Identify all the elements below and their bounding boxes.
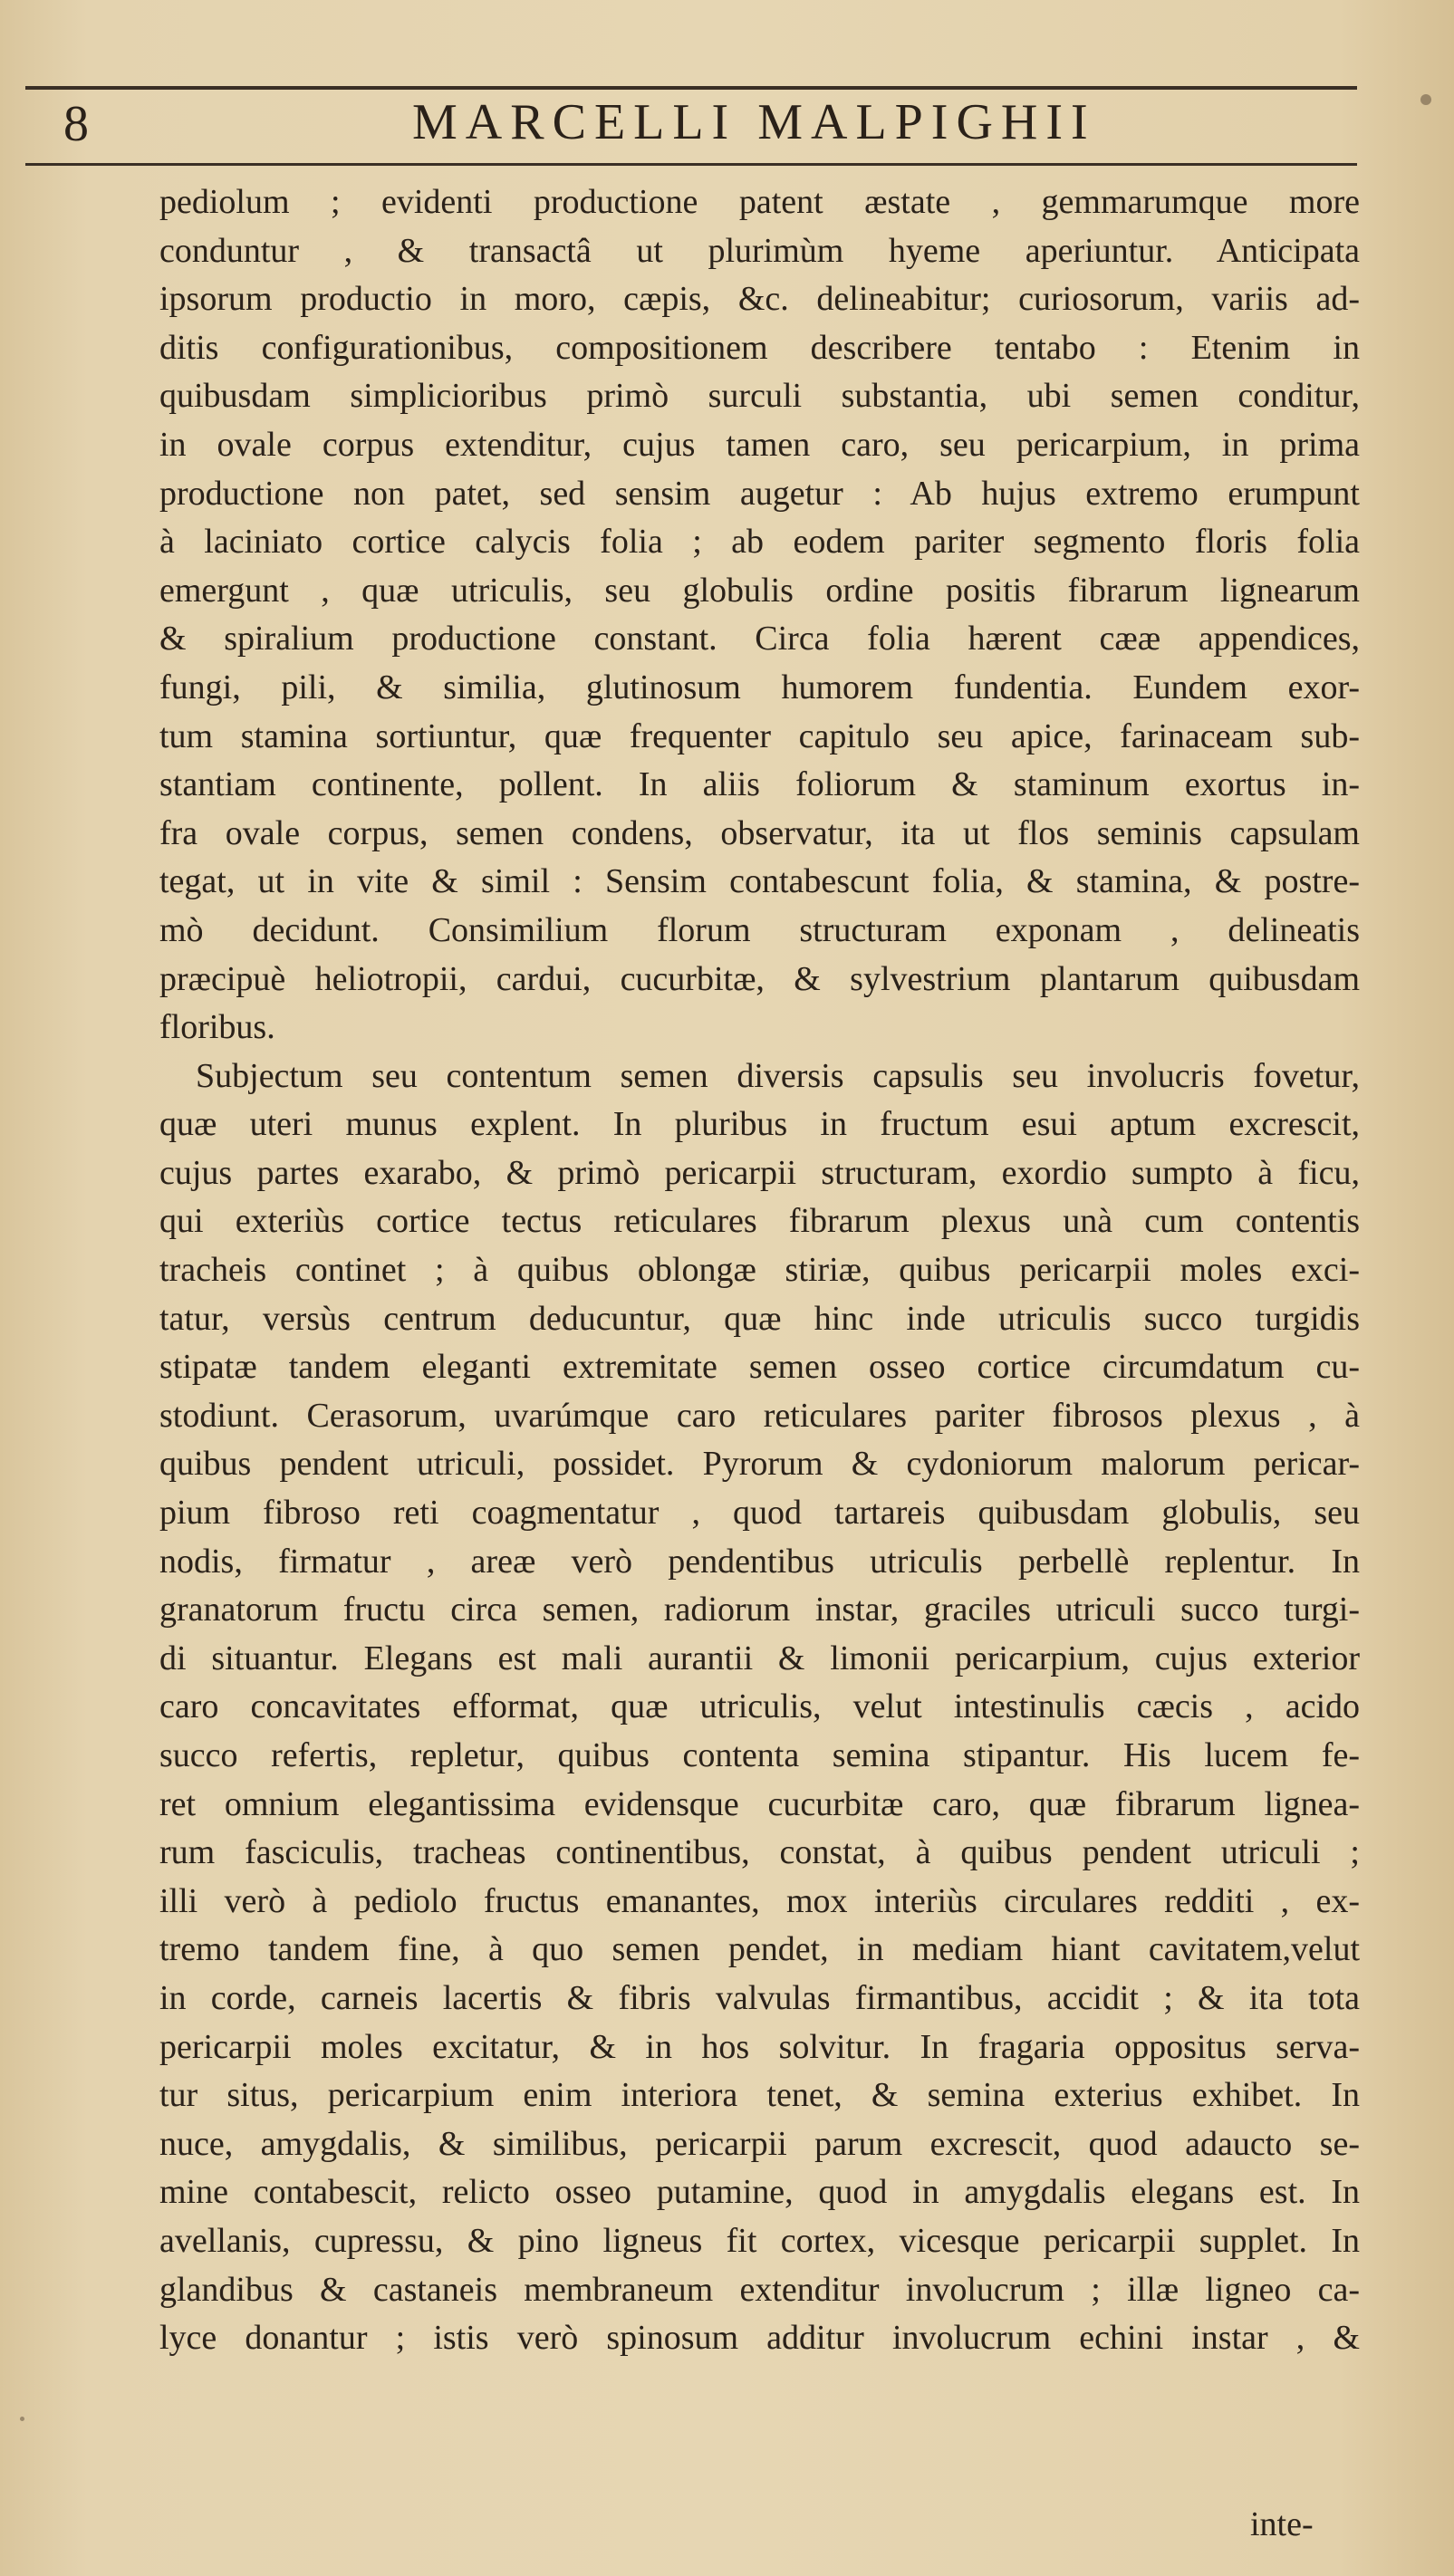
text-line: floribus. [159,1008,275,1047]
text-line: mine contabescit, relicto osseo putamine, quod in amygdalis elegans est. In [159,2173,1360,2212]
text-line: stodiunt. Cerasorum, uvarúmque caro reticulares pariter fibrosos plexus , à [159,1396,1360,1435]
text-line: qui exteriùs cortice tectus reticulares fibrarum plexus unà cum contentis [159,1202,1360,1241]
text-line: glandibus & castaneis membraneum extenditur involucrum ; illæ ligneo ca- [159,2270,1360,2309]
text-line: cujus partes exarabo, & primò pericarpii structuram, exordio sumpto à ficu, [159,1153,1360,1192]
text-line: fra ovale corpus, semen condens, observatur, ita ut flos seminis capsulam [159,813,1360,852]
text-line: tegat, ut in vite & simil : Sensim contabescunt folia, & stamina, & postre- [159,862,1360,901]
page-number: 8 [63,96,89,152]
text-line: tremo tandem fine, à quo semen pendet, in mediam hiant cavitatem,velut [159,1930,1360,1969]
text-line: præcipuè heliotropii, cardui, cucurbitæ, & sylvestrium plantarum quibusdam [159,959,1360,998]
text-line: tatur, versùs centrum deducuntur, quæ hinc inde utriculis succo turgidis [159,1299,1360,1338]
text-line: pericarpii moles excitatur, & in hos solvitur. In fragaria oppositus serva- [159,2027,1360,2066]
text-line: in ovale corpus extenditur, cujus tamen caro, seu pericarpium, in prima [159,425,1360,464]
text-line: pediolum ; evidenti productione patent æstate , gemmarumque more [159,183,1360,221]
text-line: in corde, carneis lacertis & fibris valvulas firmantibus, accidit ; & ita tota [159,1978,1360,2017]
text-line: ret omnium elegantissima evidensque cucurbitæ caro, quæ fibrarum lignea- [159,1784,1360,1823]
text-line: conduntur , & transactâ ut plurimùm hyeme aperiuntur. Anticipata [159,231,1360,270]
text-line: avellanis, cupressu, & pino ligneus fit cortex, vicesque pericarpii supplet. In [159,2221,1360,2260]
running-head: MARCELLI MALPIGHII [412,94,1096,150]
text-line: à laciniato cortice calycis folia ; ab eodem pariter segmento floris folia [159,523,1360,562]
text-line: mò decidunt. Consimilium florum structuram exponam , delineatis [159,910,1360,949]
header-top-rule [25,86,1357,90]
text-line: granatorum fructu circa semen, radiorum instar, graciles utriculi succo turgi- [159,1591,1360,1629]
text-line: & spiralium productione constant. Circa folia hærent cææ appendices, [159,620,1360,658]
text-line: tum stamina sortiuntur, quæ frequenter capitulo seu apice, farinaceam sub- [159,716,1360,755]
text-line: quibusdam simplicioribus primò surculi substantia, ubi semen conditur, [159,377,1360,416]
text-line: emergunt , quæ utriculis, seu globulis ordine positis fibrarum lignearum [159,571,1360,610]
text-line: stipatæ tandem eleganti extremitate semen osseo cortice circumdatum cu- [159,1348,1360,1387]
text-line: ditis configurationibus, compositionem describere tentabo : Etenim in [159,328,1360,367]
catchword: inte- [1250,2505,1314,2543]
text-line: di situantur. Elegans est mali aurantii & limonii pericarpium, cujus exterior [159,1639,1360,1677]
header-bottom-rule [25,163,1357,166]
print-speck [20,2417,24,2421]
text-line: tracheis continet ; à quibus oblongæ stiriæ, quibus pericarpii moles exci- [159,1251,1360,1290]
text-line: fungi, pili, & similia, glutinosum humorem fundentia. Eundem exor- [159,668,1360,706]
text-line: stantiam continente, pollent. In aliis foliorum & staminum exortus in- [159,765,1360,804]
print-speck [1420,94,1431,105]
text-line: rum fasciculis, tracheas continentibus, constat, à quibus pendent utriculi ; [159,1833,1360,1872]
text-line: caro concavitates efformat, quæ utriculis, velut intestinulis cæcis , acido [159,1687,1360,1726]
text-line: productione non patet, sed sensim augetur : Ab hujus extremo erumpunt [159,474,1360,513]
text-line: illi verò à pediolo fructus emanantes, mox interiùs circulares redditi , ex- [159,1881,1360,1920]
text-line: tur situs, pericarpium enim interiora tenet, & semina exterius exhibet. In [159,2076,1360,2115]
text-line: quæ uteri munus explent. In pluribus in fructum esui aptum excrescit, [159,1105,1360,1144]
body-text [159,178,1360,2363]
text-line: quibus pendent utriculi, possidet. Pyrorum & cydoniorum malorum pericar- [159,1445,1360,1484]
text-line: nodis, firmatur , areæ verò pendentibus utriculis perbellè replentur. In [159,1542,1360,1581]
text-line: lyce donantur ; istis verò spinosum additur involucrum echini instar , & [159,2319,1360,2358]
text-line: pium fibroso reti coagmentatur , quod tartareis quibusdam globulis, seu [159,1494,1360,1533]
text-line: ipsorum productio in moro, cæpis, &c. delineabitur; curiosorum, variis ad- [159,280,1360,319]
text-line: succo refertis, repletur, quibus contenta semina stipantur. His lucem fe- [159,1736,1360,1774]
text-line: Subjectum seu contentum semen diversis capsulis seu involucris fovetur, [196,1056,1360,1095]
text-line: nuce, amygdalis, & similibus, pericarpii parum excrescit, quod adaucto se- [159,2124,1360,2163]
